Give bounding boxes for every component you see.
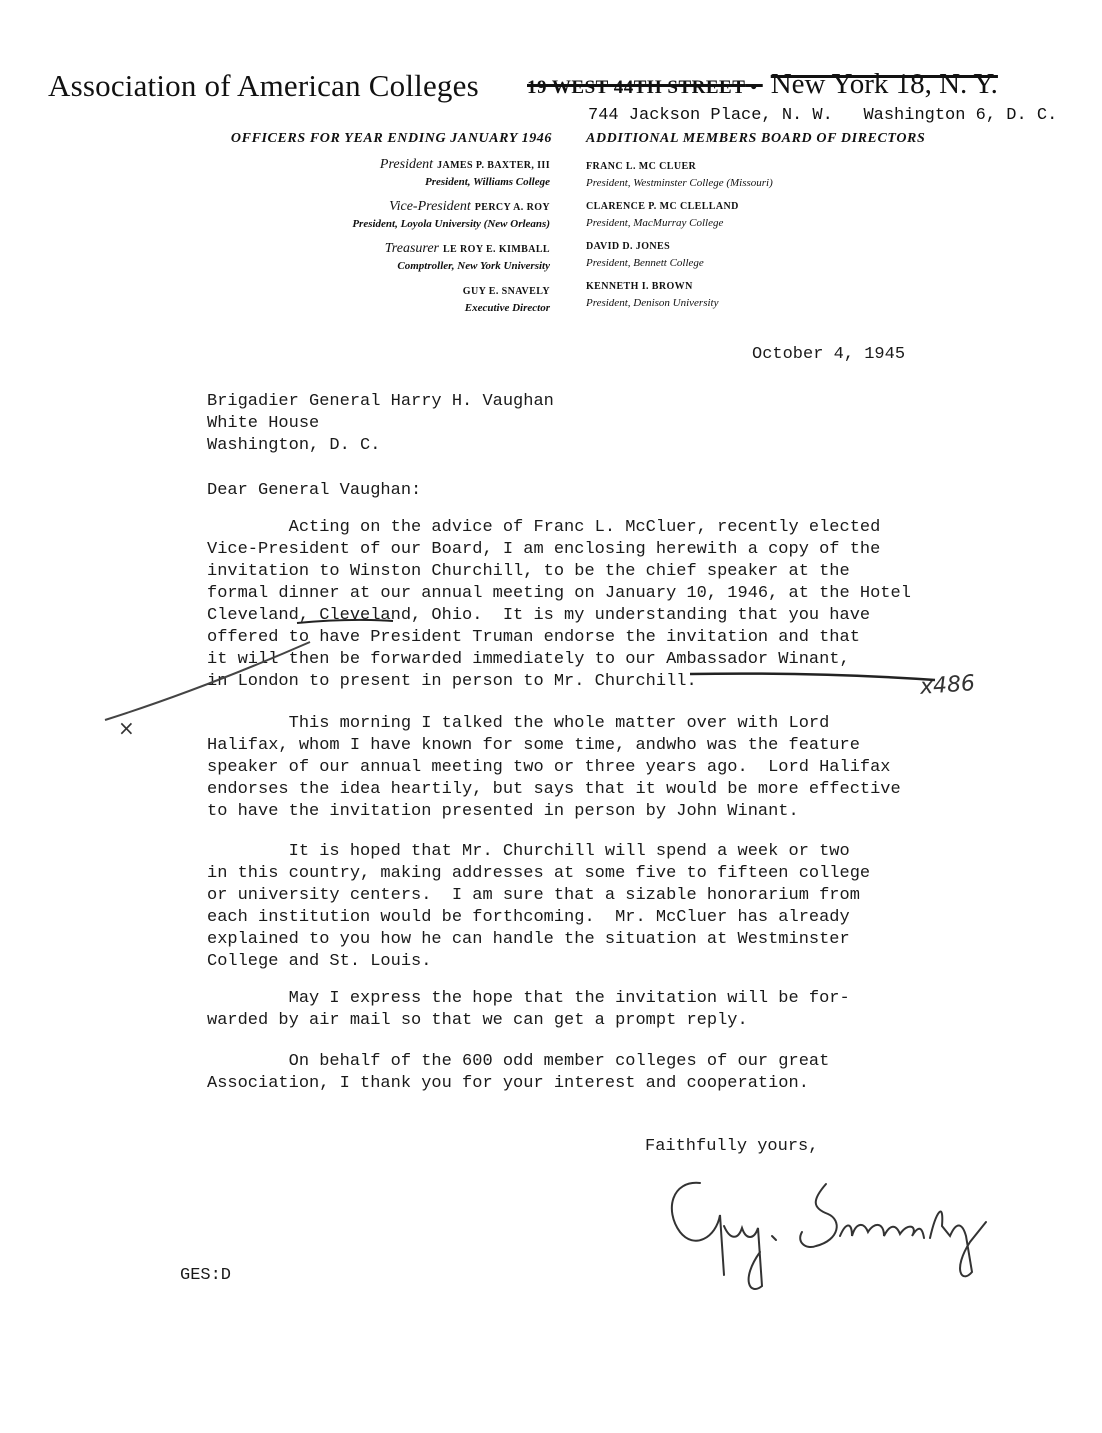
- director-entry: [586, 158, 773, 192]
- officer-title: President, Loyola University (New Orleans): [352, 218, 550, 230]
- paragraph-line: or university centers. I am sure that a sizable honorarium from: [207, 886, 860, 905]
- officer-entry: [352, 239, 550, 275]
- recipient-line: Washington, D. C.: [207, 436, 381, 455]
- old-address-city: New York 18, N. Y.: [770, 68, 998, 100]
- paragraph-line: This morning I talked the whole matter over with Lord: [207, 714, 830, 733]
- director-title: President, MacMurray College: [586, 217, 724, 229]
- old-address-struck: [527, 68, 998, 101]
- paragraph-line: Vice-President of our Board, I am enclosing herewith a copy of the: [207, 540, 881, 559]
- director-name: CLARENCE P. MC CLELLAND: [586, 201, 739, 212]
- paragraph-line: to have the invitation presented in person by John Winant.: [207, 802, 799, 821]
- paragraph-line: Cleveland, Cleveland, Ohio. It is my understanding that you have: [207, 606, 871, 625]
- officer-title: Executive Director: [464, 302, 550, 314]
- director-entry: [586, 198, 773, 232]
- paragraph-line: May I express the hope that the invitation will be for-: [207, 989, 850, 1008]
- director-entry: [586, 238, 773, 272]
- officer-role: Treasurer: [384, 241, 439, 256]
- paragraph-line: Acting on the advice of Franc L. McCluer, recently elected: [207, 518, 881, 537]
- officer-entry: [352, 155, 550, 191]
- director-entry: [586, 278, 773, 312]
- typist-initials: GES:D: [180, 1266, 232, 1285]
- paragraph-line: On behalf of the 600 odd member colleges of our great: [207, 1052, 830, 1071]
- paragraph-line: College and St. Louis.: [207, 952, 432, 971]
- paragraph-line: it will then be forwarded immediately to our Ambassador Winant,: [207, 650, 850, 669]
- new-address: 744 Jackson Place, N. W. Washington 6, D. C.: [588, 106, 1058, 125]
- body-paragraph: [207, 988, 967, 1032]
- directors-heading: ADDITIONAL MEMBERS BOARD OF DIRECTORS: [586, 131, 926, 146]
- officers-list: [352, 155, 550, 323]
- closing: Faithfully yours,: [645, 1137, 819, 1156]
- officer-name: PERCY A. ROY: [474, 202, 550, 213]
- officer-role: Vice-President: [389, 199, 471, 214]
- paragraph-line: offered to have President Truman endorse the invitation and that: [207, 628, 860, 647]
- director-title: President, Westminster College (Missouri): [586, 177, 773, 189]
- director-title: President, Denison University: [586, 297, 719, 309]
- recipient-line: White House: [207, 414, 320, 433]
- body-paragraph: [207, 517, 967, 693]
- paragraph-line: in London to present in person to Mr. Churchill.: [207, 672, 697, 691]
- body-paragraph: [207, 841, 967, 973]
- officer-name: LE ROY E. KIMBALL: [442, 244, 550, 255]
- body-paragraph: [207, 1051, 967, 1095]
- paragraph-line: speaker of our annual meeting two or three years ago. Lord Halifax: [207, 758, 891, 777]
- director-name: DAVID D. JONES: [586, 241, 671, 252]
- old-address-separator: •: [745, 77, 763, 98]
- paragraph-line: Halifax, whom I have known for some time, andwho was the feature: [207, 736, 860, 755]
- paragraph-line: in this country, making addresses at some five to fifteen college: [207, 864, 871, 883]
- director-name: KENNETH I. BROWN: [586, 281, 693, 292]
- director-name: FRANC L. MC CLUER: [586, 161, 697, 172]
- body-paragraph: [207, 713, 967, 823]
- salutation: Dear General Vaughan:: [207, 481, 422, 500]
- officer-entry: [352, 281, 550, 317]
- officer-role: President: [379, 157, 434, 172]
- officer-name: GUY E. SNAVELY: [462, 286, 550, 297]
- directors-list: [586, 158, 773, 318]
- paragraph-line: It is hoped that Mr. Churchill will spend a week or two: [207, 842, 850, 861]
- signature-graphic: [672, 1183, 986, 1289]
- recipient-line: Brigadier General Harry H. Vaughan: [207, 392, 554, 411]
- recipient-address: [207, 391, 554, 457]
- old-address-street: 19 WEST 44TH STREET: [527, 77, 746, 98]
- officers-heading: OFFICERS FOR YEAR ENDING JANUARY 1946: [230, 131, 552, 146]
- handwritten-reference-number: x486: [919, 671, 976, 700]
- paragraph-line: warded by air mail so that we can get a prompt reply.: [207, 1011, 748, 1030]
- paragraph-line: endorses the idea heartily, but says that it would be more effective: [207, 780, 901, 799]
- paragraph-line: explained to you how he can handle the situation at Westminster: [207, 930, 850, 949]
- organization-name: Association of American Colleges: [48, 68, 479, 103]
- officer-entry: [352, 197, 550, 233]
- officer-title: Comptroller, New York University: [397, 260, 550, 272]
- officer-title: President, Williams College: [425, 176, 550, 188]
- paragraph-line: Association, I thank you for your interest and cooperation.: [207, 1074, 809, 1093]
- paragraph-line: invitation to Winston Churchill, to be the chief speaker at the: [207, 562, 850, 581]
- director-title: President, Bennett College: [586, 257, 704, 269]
- margin-x-mark: ×: [118, 716, 135, 740]
- officer-name: JAMES P. BAXTER, III: [437, 160, 550, 171]
- letter-date: October 4, 1945: [752, 345, 906, 364]
- paragraph-line: formal dinner at our annual meeting on January 10, 1946, at the Hotel: [207, 584, 911, 603]
- paragraph-line: each institution would be forthcoming. Mr. McCluer has already: [207, 908, 850, 927]
